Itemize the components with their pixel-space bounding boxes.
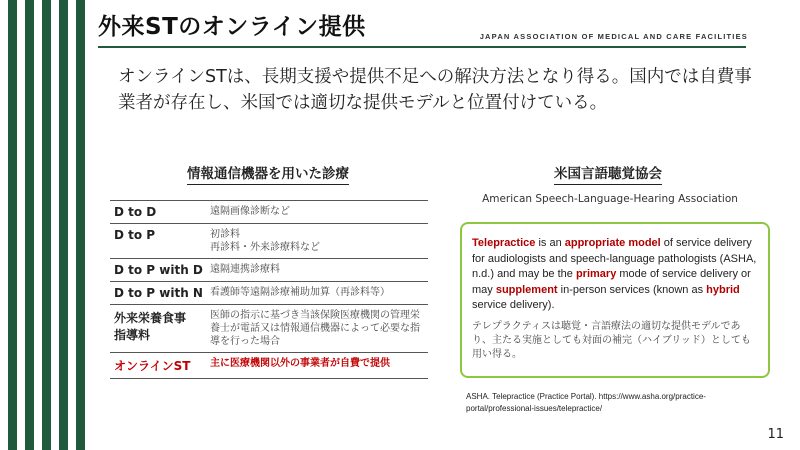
row-description: 遠隔連携診療料 [208, 259, 428, 282]
quote-text: in-person services (known as [557, 283, 707, 296]
page-number: 11 [767, 427, 784, 442]
row-category: 外来栄養食事 指導料 [110, 305, 208, 353]
quote-text: mode of service delivery or may [472, 268, 751, 296]
quote-text: of service delivery for audiologists and speech-language pathologists (ASHA, n.d.) and may be the [472, 237, 757, 280]
diagnosis-table [110, 200, 428, 379]
quote-english [472, 236, 758, 314]
row-description: 初診料 再診料・外来診療料など [208, 224, 428, 259]
quote-term: supplement [495, 283, 558, 296]
row-description: 看護師等遠隔診療補助加算（再診料等） [208, 282, 428, 305]
row-description: 医師の指示に基づき当該保険医療機関の管理栄養士が電話又は情報通信機器によって必要な指導を行った場合 [208, 305, 428, 353]
organization-name: JAPAN ASSOCIATION OF MEDICAL AND CARE FACILITIES [479, 32, 748, 41]
quote-text: is an [535, 237, 565, 249]
quote-term: appropriate model [564, 237, 661, 249]
quote-term: Telepractice [472, 237, 536, 249]
table-row-highlight [110, 353, 428, 379]
quote-japanese: テレプラクティスは聴覚・言語療法の適切な提供モデルであり、主たる実施としても対面の補完（ハイブリッド）としても用い得る。 [472, 320, 751, 360]
table-row [110, 201, 428, 224]
row-category: D to P with D [110, 259, 208, 282]
right-subheading: American Speech-Language-Hearing Association [482, 193, 738, 205]
quote-text: service delivery). [472, 299, 555, 311]
quote-term: primary [575, 268, 617, 280]
row-description: 遠隔画像診断など [208, 201, 428, 224]
decorative-stripes [0, 0, 90, 450]
stripe [25, 0, 34, 450]
row-description: 主に医療機関以外の事業者が自費で提供 [208, 353, 428, 379]
intro-text: オンラインSTは、長期支援や提供不足への解決方法となり得る。国内では自費事業者が存在し、米国では適切な提供モデルと位置付けている。 [118, 67, 752, 113]
table-row [110, 224, 428, 259]
row-category: D to P [110, 224, 208, 259]
table-row [110, 305, 428, 353]
quote-term: hybrid [706, 283, 740, 296]
stripe [8, 0, 17, 450]
right-heading [478, 162, 738, 182]
reference-citation: ASHA. Telepractice (Practice Portal). https://www.asha.org/practice-portal/professional-issues/telepractice/ [466, 392, 706, 413]
title-divider [98, 46, 746, 48]
stripe [42, 0, 51, 450]
table-row [110, 259, 428, 282]
row-category: D to P with N [110, 282, 208, 305]
left-heading-text: 情報通信機器を用いた診療 [187, 166, 349, 185]
left-heading [118, 162, 418, 182]
stripe [59, 0, 68, 450]
right-heading-text: 米国言語聴覚協会 [554, 166, 662, 185]
asha-quote-box [460, 222, 770, 378]
table-row [110, 282, 428, 305]
stripe [76, 0, 85, 450]
page-title: 外来STのオンライン提供 [98, 14, 366, 40]
row-category: D to D [110, 201, 208, 224]
row-category: オンラインST [110, 353, 208, 379]
